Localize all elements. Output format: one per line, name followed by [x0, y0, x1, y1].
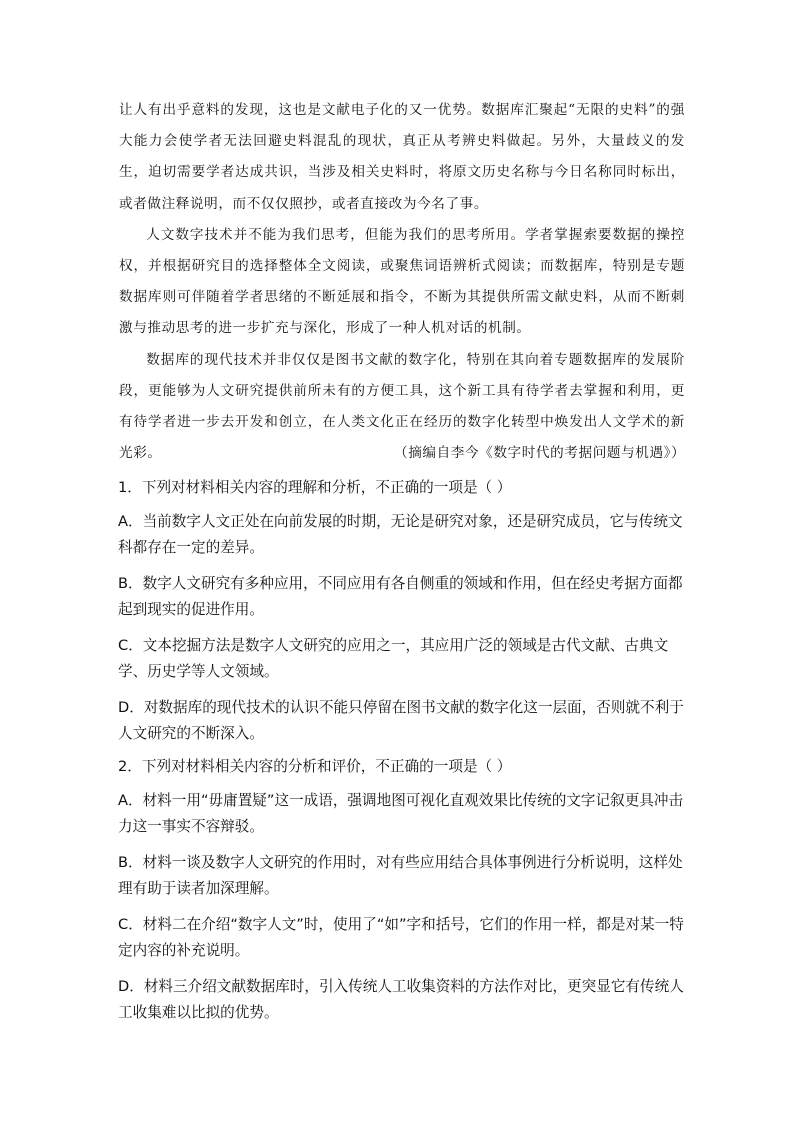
question-stem: 1．下列对材料相关内容的理解和分析，不正确的一项是（ ） [118, 479, 512, 496]
option-c: C．文本挖掘方法是数字人文研究的应用之一，其应用广泛的领域是古代文献、古典文学、历史学等人文领域。 [118, 637, 669, 680]
option-b: B．材料一谈及数字人文研究的作用时，对有些应用结合具体事例进行分析说明，这样处理有助于读者加深理解。 [118, 854, 683, 897]
option-a: A．当前数字人文正处在向前发展的时期，无论是研究对象，还是研究成员，它与传统文科都存在一定的差异。 [118, 513, 683, 556]
option-b: B．数字人文研究有多种应用，不同应用有各自侧重的领域和作用，但在经史考据方面都起到现实的促进作用。 [118, 575, 683, 618]
passage-paragraph: 人文数字技术并不能为我们思考，但能为我们的思考所用。学者掌握索要数据的操控权，并根据研究目的选择整体全文阅读，或聚焦词语辨析式阅读；而数据库，特别是专题数据库则可伴随着学者思绪的不断延展和指令，不断为其提供所需文献史料，从而不断刺激与推动思考的进一步扩充与深化，形成了一种人机对话的机制。 [119, 226, 685, 337]
passage-paragraph: 数据库的现代技术并非仅仅是图书文献的数字化，特别在其向着专题数据库的发展阶段，更能够为人文研究提供前所未有的方便工具，这个新工具有待学者去掌握和利用，更有待学者进一步去开发和创立，在人类文化正在经历的数字化转型中焕发出人文学术的新光彩。 [119, 351, 685, 462]
option-d: D．对数据库的现代技术的认识不能只停留在图书文献的数字化这一层面，否则就不利于人文研究的不断深入。 [118, 699, 684, 742]
reading-passage [119, 95, 685, 469]
passage-source: （摘编自李今《数字时代的考据问题与机遇》） [394, 445, 686, 461]
question-1 [118, 475, 688, 747]
question-stem: 2．下列对材料相关内容的分析和评价，不正确的一项是（ ） [118, 758, 512, 775]
option-c: C．材料二在介绍“数字人文”时，使用了“如”字和括号，它们的作用一样，都是对某一特定内容的补充说明。 [118, 916, 684, 959]
question-2 [118, 754, 688, 1026]
option-d: D．材料三介绍文献数据库时，引入传统人工收集资料的方法作对比，更突显它有传统人工收集难以比拟的优势。 [118, 978, 684, 1021]
passage-paragraph: 让人有出乎意料的发现，这也是文献电子化的又一优势。数据库汇聚起“无限的史料”的强大能力会使学者无法回避史料混乱的现状，真正从考辨史料做起。另外，大量歧义的发生，迫切需要学者达成共识，当涉及相关史料时，将原文历史名称与今日名称同时标出，或者做注释说明，而不仅仅照抄，或者直接改为今名了事。 [119, 102, 685, 212]
option-a: A．材料一用“毋庸置疑”这一成语，强调地图可视化直观效果比传统的文字记叙更具冲击力这一事实不容辩驳。 [118, 792, 684, 835]
